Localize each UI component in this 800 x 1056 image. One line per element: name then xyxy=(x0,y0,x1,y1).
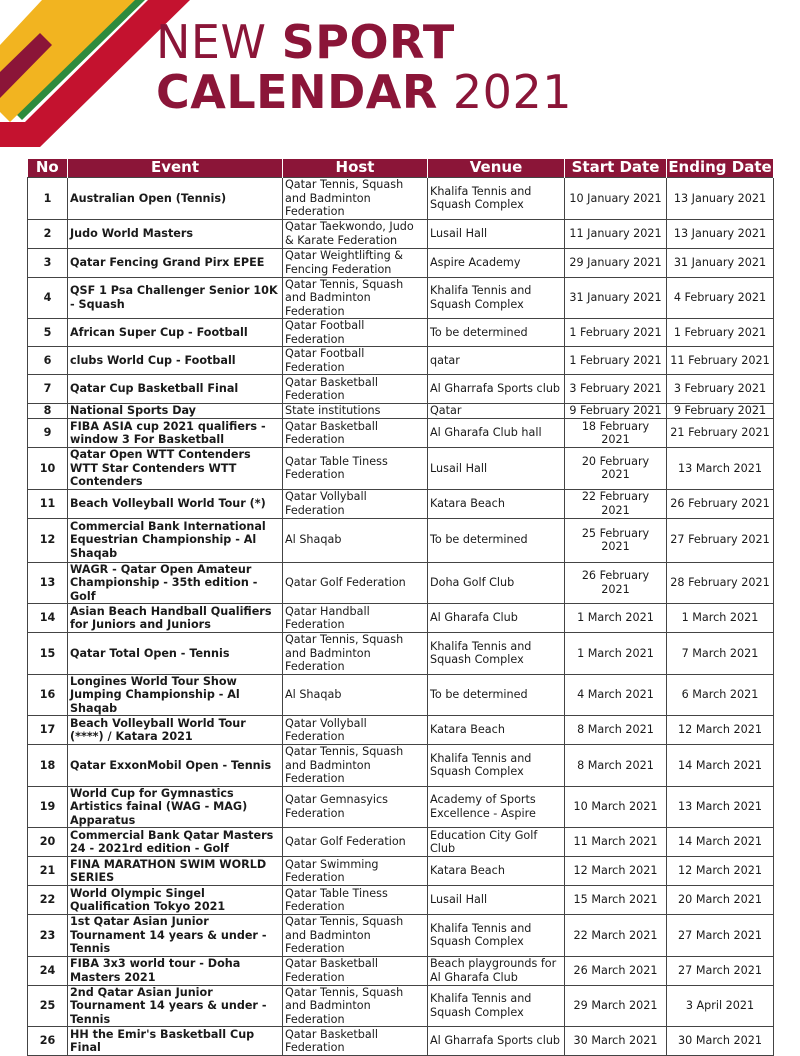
cell-no: 17 xyxy=(28,716,68,745)
cell-venue: Doha Golf Club xyxy=(428,562,565,604)
cell-event: Qatar Open WTT Contenders WTT Star Contenders WTT Contenders xyxy=(68,448,283,490)
cell-event: FIBA 3x3 world tour - Doha Masters 2021 xyxy=(68,956,283,985)
cell-start-date: 30 March 2021 xyxy=(565,1027,667,1056)
cell-end-date: 13 March 2021 xyxy=(667,448,774,490)
cell-no: 11 xyxy=(28,489,68,518)
cell-start-date: 8 March 2021 xyxy=(565,716,667,745)
cell-venue: Lusail Hall xyxy=(428,219,565,248)
cell-no: 10 xyxy=(28,448,68,490)
table-row xyxy=(28,828,774,857)
cell-no: 16 xyxy=(28,674,68,716)
cell-end-date: 11 February 2021 xyxy=(667,347,774,375)
cell-end-date: 13 March 2021 xyxy=(667,786,774,828)
cell-host: State institutions xyxy=(283,404,428,419)
cell-host: Qatar Football Federation xyxy=(283,347,428,375)
cell-no: 21 xyxy=(28,857,68,886)
cell-end-date: 7 March 2021 xyxy=(667,633,774,675)
cell-no: 24 xyxy=(28,956,68,985)
cell-venue: Katara Beach xyxy=(428,716,565,745)
cell-start-date: 25 February 2021 xyxy=(565,518,667,562)
cell-venue: Al Gharrafa Sports club xyxy=(428,375,565,404)
col-header-venue: Venue xyxy=(428,159,565,178)
cell-start-date: 26 February 2021 xyxy=(565,562,667,604)
cell-start-date: 1 March 2021 xyxy=(565,633,667,675)
cell-venue: Education City Golf Club xyxy=(428,828,565,857)
cell-event: Qatar ExxonMobil Open - Tennis xyxy=(68,745,283,787)
cell-no: 25 xyxy=(28,985,68,1027)
cell-end-date: 21 February 2021 xyxy=(667,419,774,448)
cell-start-date: 8 March 2021 xyxy=(565,745,667,787)
table-row xyxy=(28,178,774,220)
table-row xyxy=(28,633,774,675)
cell-event: 1st Qatar Asian Junior Tournament 14 years & under - Tennis xyxy=(68,915,283,957)
cell-event: Beach Volleyball World Tour (****) / Katara 2021 xyxy=(68,716,283,745)
table-row xyxy=(28,489,774,518)
cell-event: Commercial Bank Qatar Masters 24 - 2021rd edition - Golf xyxy=(68,828,283,857)
cell-host: Qatar Basketball Federation xyxy=(283,375,428,404)
cell-event: FINA MARATHON SWIM WORLD SERIES xyxy=(68,857,283,886)
cell-no: 9 xyxy=(28,419,68,448)
cell-host: Qatar Basketball Federation xyxy=(283,419,428,448)
cell-start-date: 18 February 2021 xyxy=(565,419,667,448)
cell-host: Qatar Swimming Federation xyxy=(283,857,428,886)
cell-no: 22 xyxy=(28,886,68,915)
cell-event: HH the Emir's Basketball Cup Final xyxy=(68,1027,283,1056)
cell-start-date: 11 January 2021 xyxy=(565,219,667,248)
table-row xyxy=(28,857,774,886)
cell-end-date: 27 March 2021 xyxy=(667,915,774,957)
cell-start-date: 10 March 2021 xyxy=(565,786,667,828)
cell-start-date: 31 January 2021 xyxy=(565,277,667,319)
cell-event: FIBA ASIA cup 2021 qualifiers - window 3 For Basketball xyxy=(68,419,283,448)
title-line-2 xyxy=(156,64,572,119)
title-line-1 xyxy=(156,15,572,69)
table-row xyxy=(28,604,774,633)
cell-venue: Khalifa Tennis and Squash Complex xyxy=(428,178,565,220)
cell-venue: Al Gharafa Club xyxy=(428,604,565,633)
cell-venue: To be determined xyxy=(428,674,565,716)
table-row xyxy=(28,347,774,375)
cell-event: African Super Cup - Football xyxy=(68,319,283,347)
title-calendar: CALENDAR xyxy=(156,64,438,119)
table-row xyxy=(28,219,774,248)
cell-end-date: 20 March 2021 xyxy=(667,886,774,915)
cell-venue: Al Gharrafa Sports club xyxy=(428,1027,565,1056)
cell-host: Qatar Table Tiness Federation xyxy=(283,448,428,490)
cell-host: Al Shaqab xyxy=(283,674,428,716)
table-row xyxy=(28,375,774,404)
cell-end-date: 13 January 2021 xyxy=(667,219,774,248)
cell-end-date: 30 March 2021 xyxy=(667,1027,774,1056)
table-row xyxy=(28,985,774,1027)
cell-no: 7 xyxy=(28,375,68,404)
cell-event: Judo World Masters xyxy=(68,219,283,248)
cell-start-date: 1 February 2021 xyxy=(565,319,667,347)
cell-venue: Katara Beach xyxy=(428,489,565,518)
cell-no: 20 xyxy=(28,828,68,857)
cell-venue: Lusail Hall xyxy=(428,448,565,490)
cell-host: Qatar Weightlifting & Fencing Federation xyxy=(283,248,428,277)
cell-end-date: 14 March 2021 xyxy=(667,828,774,857)
cell-start-date: 29 March 2021 xyxy=(565,985,667,1027)
cell-venue: Khalifa Tennis and Squash Complex xyxy=(428,915,565,957)
cell-start-date: 3 February 2021 xyxy=(565,375,667,404)
cell-end-date: 13 January 2021 xyxy=(667,178,774,220)
table-row xyxy=(28,956,774,985)
cell-end-date: 3 April 2021 xyxy=(667,985,774,1027)
cell-start-date: 12 March 2021 xyxy=(565,857,667,886)
cell-host: Qatar Tennis, Squash and Badminton Federation xyxy=(283,277,428,319)
cell-end-date: 4 February 2021 xyxy=(667,277,774,319)
cell-no: 18 xyxy=(28,745,68,787)
page-title xyxy=(156,15,572,119)
cell-host: Qatar Tennis, Squash and Badminton Federation xyxy=(283,633,428,675)
header-row xyxy=(28,159,774,178)
table-row xyxy=(28,277,774,319)
cell-no: 8 xyxy=(28,404,68,419)
cell-event: Asian Beach Handball Qualifiers for Juniors and Juniors xyxy=(68,604,283,633)
cell-start-date: 10 January 2021 xyxy=(565,178,667,220)
cell-no: 4 xyxy=(28,277,68,319)
cell-event: Qatar Total Open - Tennis xyxy=(68,633,283,675)
cell-venue: Khalifa Tennis and Squash Complex xyxy=(428,745,565,787)
table-row xyxy=(28,716,774,745)
cell-start-date: 22 March 2021 xyxy=(565,915,667,957)
col-header-no: No xyxy=(28,159,68,178)
cell-host: Qatar Table Tiness Federation xyxy=(283,886,428,915)
cell-event: Qatar Cup Basketball Final xyxy=(68,375,283,404)
cell-host: Qatar Tennis, Squash and Badminton Federation xyxy=(283,745,428,787)
cell-start-date: 4 March 2021 xyxy=(565,674,667,716)
cell-end-date: 6 March 2021 xyxy=(667,674,774,716)
table-row xyxy=(28,915,774,957)
cell-host: Qatar Basketball Federation xyxy=(283,1027,428,1056)
cell-host: Qatar Basketball Federation xyxy=(283,956,428,985)
cell-host: Qatar Vollyball Federation xyxy=(283,489,428,518)
cell-start-date: 1 February 2021 xyxy=(565,347,667,375)
cell-end-date: 27 February 2021 xyxy=(667,518,774,562)
cell-start-date: 26 March 2021 xyxy=(565,956,667,985)
table-row xyxy=(28,674,774,716)
cell-end-date: 14 March 2021 xyxy=(667,745,774,787)
cell-venue: Khalifa Tennis and Squash Complex xyxy=(428,277,565,319)
cell-start-date: 1 March 2021 xyxy=(565,604,667,633)
cell-host: Qatar Taekwondo, Judo & Karate Federation xyxy=(283,219,428,248)
cell-venue: Aspire Academy xyxy=(428,248,565,277)
cell-event: Beach Volleyball World Tour (*) xyxy=(68,489,283,518)
cell-host: Qatar Vollyball Federation xyxy=(283,716,428,745)
cell-event: clubs World Cup - Football xyxy=(68,347,283,375)
cell-end-date: 1 February 2021 xyxy=(667,319,774,347)
cell-venue: Katara Beach xyxy=(428,857,565,886)
cell-no: 6 xyxy=(28,347,68,375)
cell-start-date: 20 February 2021 xyxy=(565,448,667,490)
cell-host: Qatar Tennis, Squash and Badminton Federation xyxy=(283,178,428,220)
cell-no: 12 xyxy=(28,518,68,562)
table-row xyxy=(28,745,774,787)
cell-event: Australian Open (Tennis) xyxy=(68,178,283,220)
cell-event: WAGR - Qatar Open Amateur Championship - 35th edition - Golf xyxy=(68,562,283,604)
table-row xyxy=(28,786,774,828)
cell-venue: qatar xyxy=(428,347,565,375)
cell-venue: Academy of Sports Excellence - Aspire xyxy=(428,786,565,828)
cell-start-date: 15 March 2021 xyxy=(565,886,667,915)
cell-start-date: 22 February 2021 xyxy=(565,489,667,518)
cell-event: Longines World Tour Show Jumping Championship - Al Shaqab xyxy=(68,674,283,716)
table-row xyxy=(28,248,774,277)
cell-no: 15 xyxy=(28,633,68,675)
cell-start-date: 29 January 2021 xyxy=(565,248,667,277)
cell-no: 5 xyxy=(28,319,68,347)
cell-event: Commercial Bank International Equestrian Championship - Al Shaqab xyxy=(68,518,283,562)
cell-host: Qatar Gemnasyics Federation xyxy=(283,786,428,828)
cell-venue: Beach playgrounds for Al Gharafa Club xyxy=(428,956,565,985)
cell-host: Qatar Golf Federation xyxy=(283,562,428,604)
title-year: 2021 xyxy=(437,64,572,119)
cell-no: 2 xyxy=(28,219,68,248)
cell-end-date: 26 February 2021 xyxy=(667,489,774,518)
cell-no: 1 xyxy=(28,178,68,220)
cell-end-date: 12 March 2021 xyxy=(667,716,774,745)
cell-event: Qatar Fencing Grand Pirx EPEE xyxy=(68,248,283,277)
cell-venue: Khalifa Tennis and Squash Complex xyxy=(428,985,565,1027)
cell-host: Qatar Handball Federation xyxy=(283,604,428,633)
cell-end-date: 27 March 2021 xyxy=(667,956,774,985)
cell-venue: Qatar xyxy=(428,404,565,419)
cell-end-date: 31 January 2021 xyxy=(667,248,774,277)
col-header-event: Event xyxy=(68,159,283,178)
cell-event: World Olympic Singel Qualification Tokyo 2021 xyxy=(68,886,283,915)
cell-host: Qatar Football Federation xyxy=(283,319,428,347)
cell-no: 13 xyxy=(28,562,68,604)
cell-end-date: 28 February 2021 xyxy=(667,562,774,604)
cell-event: 2nd Qatar Asian Junior Tournament 14 years & under - Tennis xyxy=(68,985,283,1027)
col-header-host: Host xyxy=(283,159,428,178)
cell-venue: To be determined xyxy=(428,319,565,347)
cell-host: Qatar Tennis, Squash and Badminton Federation xyxy=(283,985,428,1027)
cell-no: 19 xyxy=(28,786,68,828)
table-row xyxy=(28,886,774,915)
cell-host: Al Shaqab xyxy=(283,518,428,562)
table-row xyxy=(28,518,774,562)
title-new: NEW xyxy=(156,15,282,69)
cell-no: 26 xyxy=(28,1027,68,1056)
cell-no: 14 xyxy=(28,604,68,633)
cell-venue: Al Gharafa Club hall xyxy=(428,419,565,448)
cell-no: 3 xyxy=(28,248,68,277)
col-header-start-date: Start Date xyxy=(565,159,667,178)
cell-start-date: 9 February 2021 xyxy=(565,404,667,419)
table-row xyxy=(28,448,774,490)
cell-host: Qatar Tennis, Squash and Badminton Federation xyxy=(283,915,428,957)
sport-calendar-table xyxy=(27,159,774,1056)
table-row xyxy=(28,419,774,448)
cell-event: National Sports Day xyxy=(68,404,283,419)
cell-event: QSF 1 Psa Challenger Senior 10K - Squash xyxy=(68,277,283,319)
cell-start-date: 11 March 2021 xyxy=(565,828,667,857)
table-row xyxy=(28,404,774,419)
cell-end-date: 1 March 2021 xyxy=(667,604,774,633)
table-row xyxy=(28,562,774,604)
col-header-ending-date: Ending Date xyxy=(668,158,772,177)
cell-no: 23 xyxy=(28,915,68,957)
title-sport: SPORT xyxy=(281,15,455,69)
cell-venue: Khalifa Tennis and Squash Complex xyxy=(428,633,565,675)
cell-venue: To be determined xyxy=(428,518,565,562)
cell-end-date: 12 March 2021 xyxy=(667,857,774,886)
cell-event: World Cup for Gymnastics Artistics fainal (WAG - MAG) Apparatus xyxy=(68,786,283,828)
cell-end-date: 9 February 2021 xyxy=(667,404,774,419)
cell-venue: Lusail Hall xyxy=(428,886,565,915)
cell-end-date: 3 February 2021 xyxy=(667,375,774,404)
table-row xyxy=(28,319,774,347)
table-row xyxy=(28,1027,774,1056)
cell-host: Qatar Golf Federation xyxy=(283,828,428,857)
